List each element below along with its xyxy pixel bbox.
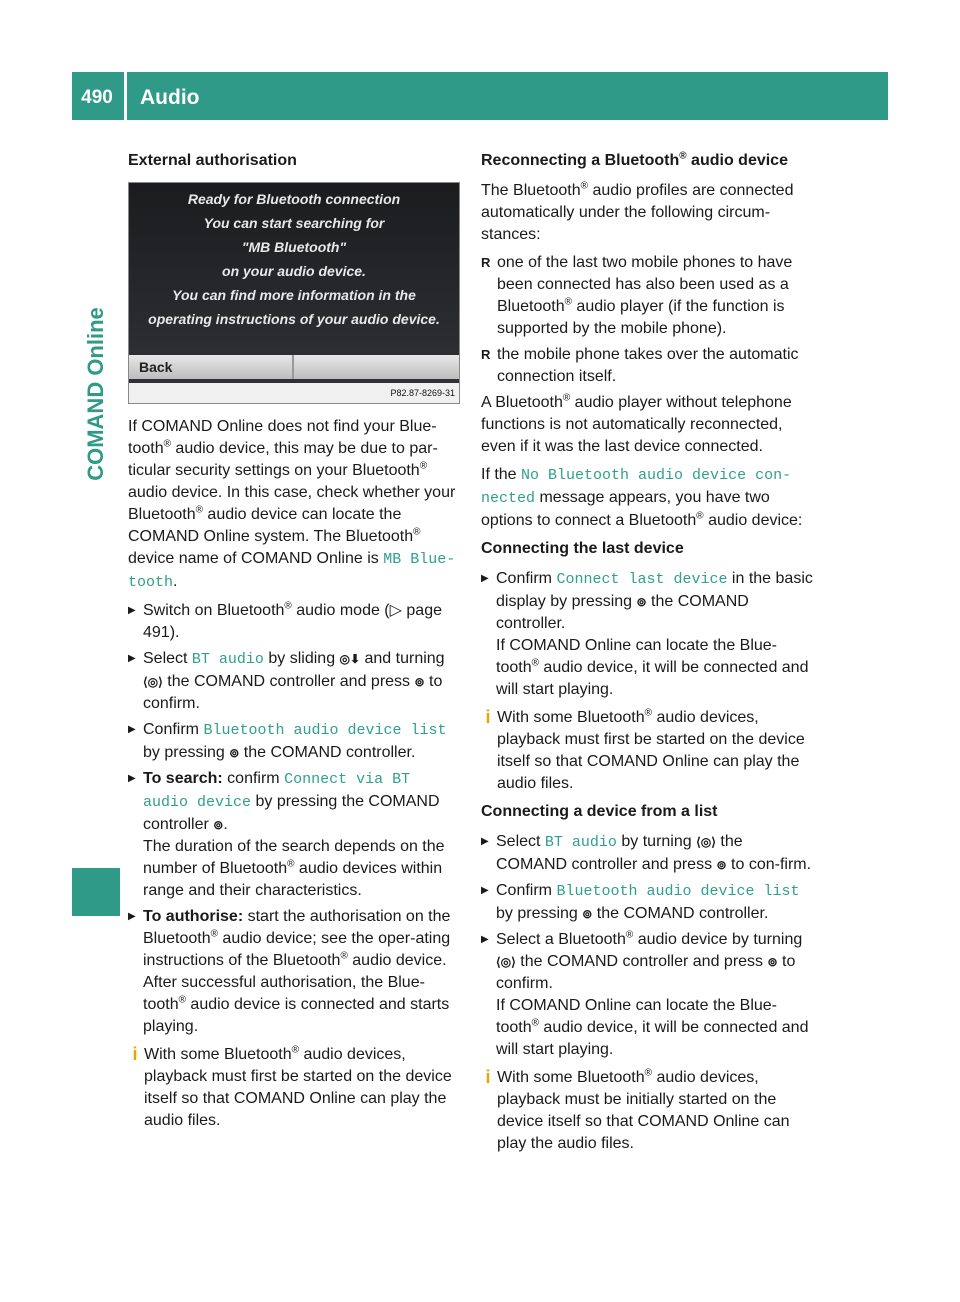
text-run: confirm: [222, 770, 285, 787]
turn-controller-icon: ⟨◎⟩: [143, 675, 163, 689]
text-run: audio player (if the function is supported by the mobile phone).: [497, 298, 785, 337]
menu-item-code: BT audio: [544, 834, 617, 851]
press-controller-icon: ⊚: [229, 746, 240, 760]
screen-line: "MB Bluetooth": [241, 239, 347, 255]
text-run: audio device.: [347, 952, 447, 969]
instruction-step: [481, 929, 814, 1061]
text-run: audio device, it will be connected and will start playing.: [496, 1019, 809, 1058]
screen-line: You can find more information in the: [172, 287, 416, 303]
instruction-step: [128, 906, 460, 1038]
text-run: message appears, you have two options to connect a Bluetooth: [481, 489, 770, 529]
text-run: If the: [481, 466, 522, 483]
text-run: ®: [580, 180, 588, 192]
text-run: audio device is connected and starts playing.: [143, 996, 450, 1035]
text-run: A Bluetooth: [481, 394, 563, 411]
text-run: by pressing: [496, 905, 583, 922]
side-marker: [72, 868, 120, 916]
text-run: ®: [284, 600, 292, 612]
section-side-label: COMAND Online: [83, 307, 108, 481]
screen-back-button[interactable]: Back: [129, 355, 294, 379]
text-run: by turning: [616, 833, 697, 850]
text-run: With some Bluetooth: [144, 1046, 292, 1063]
text-run: by pressing: [143, 744, 230, 761]
page-title: Audio: [140, 86, 200, 109]
text-run: To authorise:: [143, 908, 244, 925]
instruction-step: [128, 600, 460, 644]
info-note: [128, 1044, 460, 1132]
instruction-step: [481, 831, 814, 876]
bullet-item: [481, 252, 814, 340]
text-run: The duration of the search depends on the number of Bluetooth: [143, 838, 445, 877]
instruction-step: [481, 880, 814, 925]
text-run: ®: [340, 950, 348, 962]
text-run: start the authorisation on the Bluetooth: [143, 908, 451, 947]
left-column: [128, 150, 460, 1138]
text-run: ®: [178, 994, 186, 1006]
screen-line: Ready for Bluetooth connection: [187, 191, 401, 207]
screen-line: operating instructions of your audio device.: [148, 311, 440, 327]
text-run: to confirm.: [143, 673, 443, 712]
page-number: 490: [81, 87, 113, 108]
text-run: Confirm: [496, 570, 557, 587]
text-run: Reconnecting a Bluetooth: [481, 152, 680, 169]
text-run: audio device. In this case, check whether your Bluetooth: [128, 484, 456, 523]
text-run: the COMAND controller.: [239, 744, 416, 761]
screen-text: [129, 187, 459, 331]
text-run: Select a Bluetooth: [496, 931, 626, 948]
text-run: audio device can locate the COMAND Online system. The Bluetooth: [128, 506, 414, 545]
text-run: audio device:: [703, 512, 803, 529]
text-run: audio device, this may be due to par-ticular security settings on your Bluetooth: [128, 440, 438, 479]
menu-item-code: BT audio: [191, 651, 264, 668]
text-run: audio device, it will be connected and will start playing.: [496, 659, 809, 698]
text-run: ®: [419, 460, 428, 472]
text-run: the COMAND controller and press: [496, 833, 743, 873]
heading-reconnecting: [481, 150, 814, 172]
paragraph: [128, 416, 460, 594]
press-controller-icon: ⊚: [414, 675, 425, 689]
text-run: to con-firm.: [726, 856, 812, 873]
text-run: Confirm: [143, 721, 204, 738]
text-run: ®: [564, 296, 572, 308]
text-run: With some Bluetooth: [497, 709, 645, 726]
text-run: page 491).: [143, 602, 442, 641]
text-run: If COMAND Online does not find your Blue-tooth: [128, 418, 437, 457]
header-divider: [124, 72, 127, 120]
text-run: Select: [496, 833, 545, 850]
info-icon: i: [485, 1067, 491, 1087]
text-run: audio device by turning: [633, 931, 803, 948]
text-run: the COMAND controller and press: [162, 673, 415, 690]
text-run: ®: [644, 1067, 652, 1079]
text-run: ®: [195, 504, 203, 516]
page-ref-icon: ▷: [389, 602, 402, 619]
text-run: audio profiles are connected automatically under the following circum-stances:: [481, 182, 794, 243]
instruction-step: [128, 719, 460, 764]
turn-controller-icon: ⟨◎⟩: [696, 835, 716, 849]
message-code: No Bluetooth audio device con-nected: [481, 467, 792, 507]
text-run: Select: [143, 650, 192, 667]
heading-device-from-list: Connecting a device from a list: [481, 803, 718, 820]
text-run: the COMAND controller.: [496, 593, 749, 632]
figure-code: P82.87-8269-31: [129, 383, 459, 403]
display-screenshot: [128, 182, 460, 404]
screen-line: You can start searching for: [203, 215, 385, 231]
text-run: With some Bluetooth: [497, 1069, 645, 1086]
screen-softkey-bar: [129, 355, 459, 379]
text-run: audio devices, playback must first be started on the device itself so that COMAND Online can play the audio files.: [144, 1046, 452, 1129]
slide-down-icon: ◎⬇: [339, 652, 361, 666]
text-run: the COMAND controller.: [592, 905, 769, 922]
menu-item-code: Bluetooth audio device list: [556, 883, 800, 900]
text-run: ®: [696, 510, 704, 522]
text-run: ®: [644, 707, 652, 719]
menu-item-code: Connect via BT audio device: [143, 771, 411, 811]
paragraph: [481, 392, 814, 458]
info-note: [481, 707, 814, 795]
text-run: ®: [625, 929, 634, 941]
menu-item-code: Connect last device: [556, 571, 728, 588]
press-controller-icon: ⊚: [767, 955, 778, 969]
instruction-step: [128, 648, 460, 715]
text-run: To search:: [143, 770, 223, 787]
text-run: ®: [210, 928, 218, 940]
text-run: in the basic display by pressing: [496, 570, 813, 610]
heading-external-authorisation: External authorisation: [128, 152, 297, 169]
info-note: [481, 1067, 814, 1155]
turn-controller-icon: ⟨◎⟩: [496, 955, 516, 969]
menu-item-code: Bluetooth audio device list: [203, 722, 447, 739]
text-run: If COMAND Online can locate the Blue-tooth: [496, 997, 778, 1036]
heading-last-device: Connecting the last device: [481, 540, 684, 557]
text-run: audio devices within range and their characteristics.: [143, 860, 443, 899]
instruction-step: [128, 768, 460, 902]
info-icon: i: [485, 707, 491, 727]
right-column: [481, 150, 814, 1161]
text-run: the COMAND controller and press: [515, 953, 768, 970]
text-run: .: [173, 573, 178, 590]
text-run: device name of COMAND Online is: [128, 550, 384, 567]
text-run: ®: [287, 858, 295, 870]
text-run: to confirm.: [496, 953, 796, 992]
text-run: If COMAND Online can locate the Blue-tooth: [496, 637, 778, 676]
text-run: by pressing the COMAND controller: [143, 793, 440, 833]
text-run: and turning: [360, 650, 445, 667]
text-run: ®: [291, 1044, 299, 1056]
text-run: one of the last two mobile phones to have been connected has also been used as a Bluetooth: [497, 254, 793, 315]
info-icon: i: [132, 1044, 138, 1064]
paragraph: [481, 180, 814, 246]
paragraph: [481, 464, 814, 532]
text-run: ®: [679, 150, 687, 162]
text-run: ®: [531, 1017, 539, 1029]
text-run: by sliding: [263, 650, 340, 667]
text-run: Switch on Bluetooth: [143, 602, 285, 619]
text-run: The Bluetooth: [481, 182, 581, 199]
press-controller-icon: ⊚: [716, 858, 727, 872]
menu-item-code: MB Blue-tooth: [128, 551, 456, 591]
press-controller-icon: ⊚: [582, 907, 593, 921]
text-run: audio device; see the oper-ating instructions of the Bluetooth: [143, 930, 451, 969]
instruction-step: [481, 568, 814, 701]
screen-line: on your audio device.: [222, 263, 366, 279]
press-controller-icon: ⊚: [213, 818, 224, 832]
text-run: audio player without telephone functions is not automatically reconnected, even if it was the last device connected.: [481, 394, 792, 455]
text-run: audio devices, playback must first be started on the device itself so that COMAND Online can play the audio files.: [497, 709, 805, 792]
text-run: audio devices, playback must be initially started on the device itself so that COMAND Online can play the audio files.: [497, 1069, 790, 1152]
text-run: .: [223, 816, 228, 833]
text-run: ®: [163, 438, 171, 450]
press-controller-icon: ⊚: [636, 595, 647, 609]
text-run: ®: [531, 657, 539, 669]
text-run: ®: [413, 526, 421, 538]
text-run: ®: [562, 392, 571, 404]
text-run: audio device: [686, 152, 788, 169]
text-run: Confirm: [496, 882, 557, 899]
text-run: audio mode (: [291, 602, 390, 619]
text-run: After successful authorisation, the Blue-tooth: [143, 974, 425, 1013]
bullet-item: R the mobile phone takes over the automatic connection itself.: [481, 344, 814, 388]
